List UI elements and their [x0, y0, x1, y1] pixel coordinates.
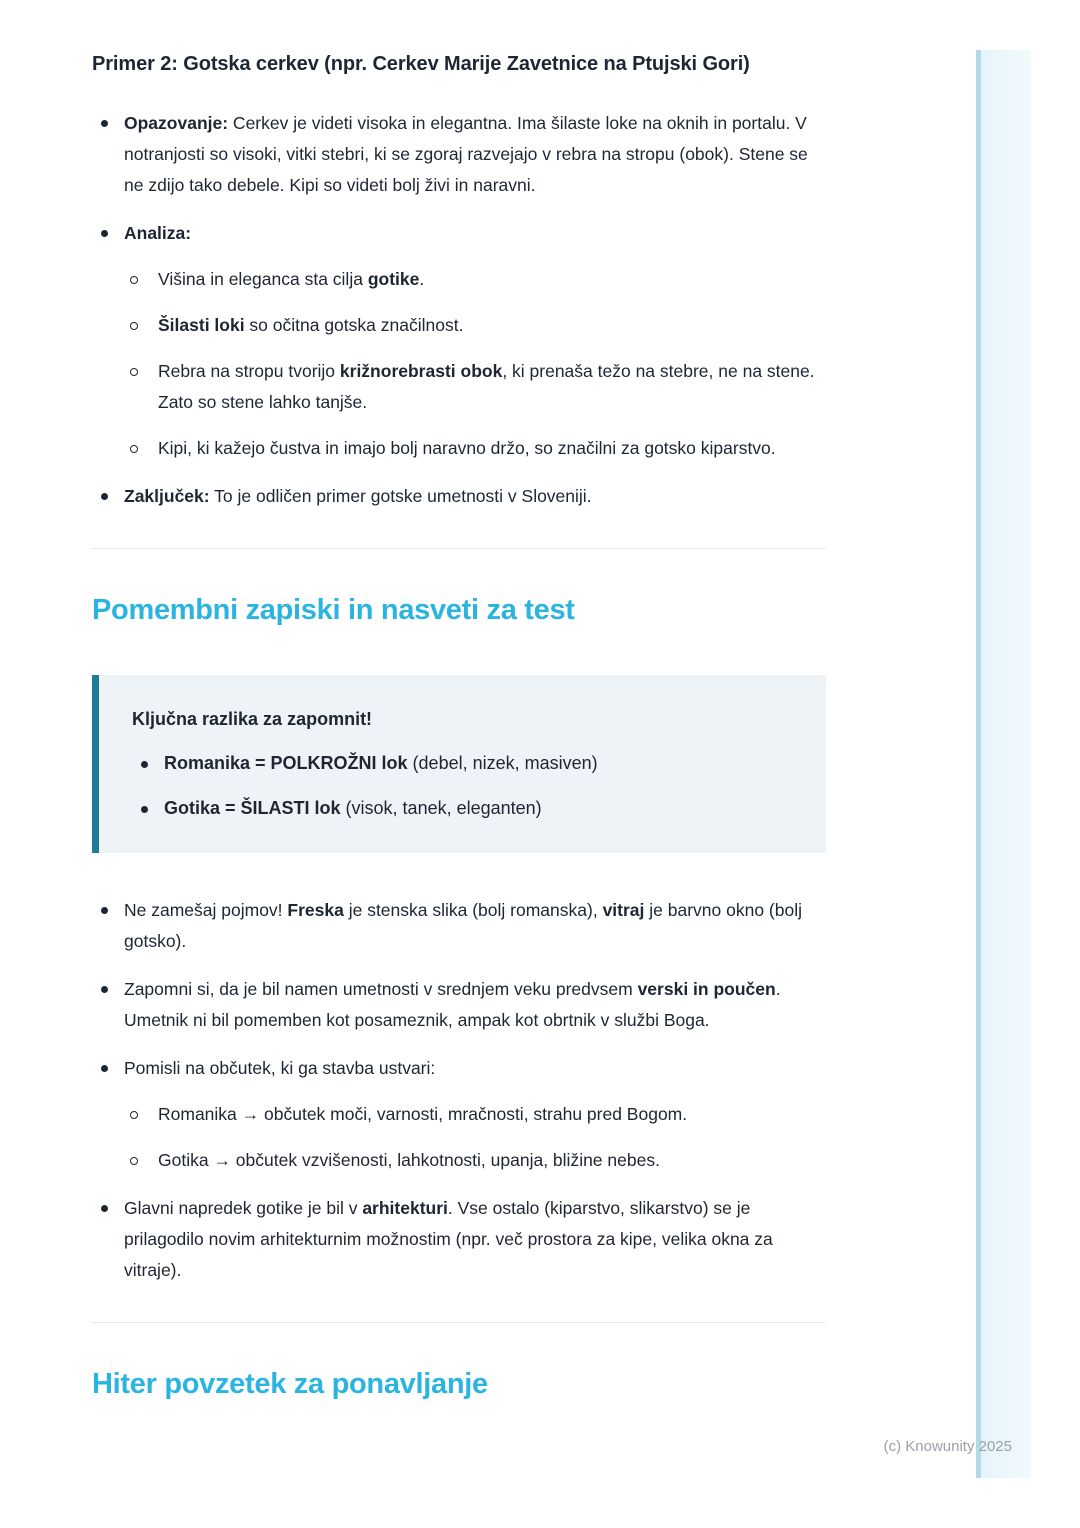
study-notes-list: [92, 895, 826, 1286]
bullet-circle-icon: [130, 322, 138, 330]
list-item-text: Kipi, ki kažejo čustva in imajo bolj naravno držo, so značilni za gotsko kiparstvo.: [158, 438, 776, 458]
bullet-dot-icon: [101, 230, 108, 237]
list-item: [124, 1145, 826, 1176]
bullet-dot-icon: [141, 761, 148, 768]
list-item: [124, 264, 826, 295]
bullet-dot-icon: [101, 120, 108, 127]
list-item: [132, 793, 796, 824]
list-item: [92, 481, 826, 512]
list-item: [92, 974, 826, 1036]
page-edge-stripe: [976, 50, 1031, 1478]
list-item: [92, 108, 826, 201]
list-item-text: Zapomni si, da je bil namen umetnosti v srednjem veku predvsem verski in poučen. Umetnik ni bil pomemben kot posameznik, ampak kot obrtnik v službi Boga.: [124, 979, 781, 1030]
bullet-circle-icon: [130, 445, 138, 453]
list-item-text: Glavni napredek gotike je bil v arhitekturi. Vse ostalo (kiparstvo, slikarstvo) se je prilagodilo novim arhitekturnim možnostim (npr. več prostora za kipe, velika okna za vitraje).: [124, 1198, 773, 1280]
list-item-text: Rebra na stropu tvorijo križnorebrasti obok, ki prenaša težo na stebre, ne na stene. Zato so stene lahko tanjše.: [158, 361, 815, 412]
bullet-dot-icon: [101, 986, 108, 993]
list-item-text: Pomisli na občutek, ki ga stavba ustvari: Romanika → občutek moči, varnosti, mračnosti, strahu pred Bogom. Gotika → občutek vzvišenosti, lahkotnosti, upanja, bližine nebes.: [124, 1053, 826, 1176]
list-item: [92, 1053, 826, 1176]
list-item-text: Ne zamešaj pojmov! Freska je stenska slika (bolj romanska), vitraj je barvno okno (bolj gotsko).: [124, 900, 802, 951]
list-item: [132, 748, 796, 779]
example-analysis-list: [92, 108, 826, 512]
document-content: [92, 50, 826, 1401]
bullet-circle-icon: [130, 368, 138, 376]
list-item: [124, 310, 826, 341]
list-item-text: Višina in eleganca sta cilja gotike.: [158, 269, 425, 289]
list-item-text: Šilasti loki so očitna gotska značilnost.: [158, 315, 464, 335]
copyright-note: (c) Knowunity 2025: [883, 1438, 1012, 1455]
bullet-circle-icon: [130, 276, 138, 284]
list-item-text: Zaključek: To je odličen primer gotske umetnosti v Sloveniji.: [124, 486, 592, 506]
list-item: [92, 1193, 826, 1286]
bullet-dot-icon: [101, 1205, 108, 1212]
list-item-text: Romanika = POLKROŽNI lok (debel, nizek, masiven): [164, 753, 598, 773]
section-divider: [92, 548, 826, 549]
nested-list: [124, 264, 826, 464]
list-item: [124, 1099, 826, 1130]
bullet-circle-icon: [130, 1157, 138, 1165]
notes-section-heading: Pomembni zapiski in nasveti za test: [92, 594, 575, 626]
list-item: [92, 895, 826, 957]
list-item-text: Gotika = ŠILASTI lok (visok, tanek, eleganten): [164, 798, 542, 818]
summary-section-heading: Hiter povzetek za ponavljanje: [92, 1368, 488, 1400]
list-item-text: Romanika → občutek moči, varnosti, mračnosti, strahu pred Bogom.: [158, 1104, 688, 1124]
nested-list: [124, 1099, 826, 1176]
callout-title: Ključna razlika za zapomnit!: [132, 709, 373, 729]
bullet-dot-icon: [101, 907, 108, 914]
bullet-circle-icon: [130, 1111, 138, 1119]
list-item-text: Opazovanje: Cerkev je videti visoka in elegantna. Ima šilaste loke na oknih in portalu. V notranjosti so visoki, vitki stebri, ki se zgoraj razvejajo v rebra na stropu (obok). Stene se ne zdijo tako debele. Kipi so videti bolj živi in naravni.: [124, 113, 808, 195]
list-item: [92, 218, 826, 464]
list-item-text: Analiza: Višina in eleganca sta cilja gotike. Šilasti loki so očitna gotska značilnost. Rebra na stropu tvorijo križnorebrasti obok, ki prenaša težo na stebre, ne na stene. Zato so stene lahko tanjše. Kipi, ki kažejo čustva in imajo bolj naravno držo, so značilni za gotsko kiparstvo.: [124, 218, 826, 464]
list-item-text: Gotika → občutek vzvišenosti, lahkotnosti, upanja, bližine nebes.: [158, 1150, 660, 1170]
list-item: [124, 356, 826, 418]
bullet-dot-icon: [101, 493, 108, 500]
key-difference-callout: [92, 675, 826, 853]
list-item: [124, 433, 826, 464]
bullet-dot-icon: [101, 1065, 108, 1072]
example-2-title: Primer 2: Gotska cerkev (npr. Cerkev Marije Zavetnice na Ptujski Gori): [92, 53, 750, 75]
bullet-dot-icon: [141, 806, 148, 813]
section-divider: [92, 1322, 826, 1323]
callout-list: [132, 748, 796, 824]
